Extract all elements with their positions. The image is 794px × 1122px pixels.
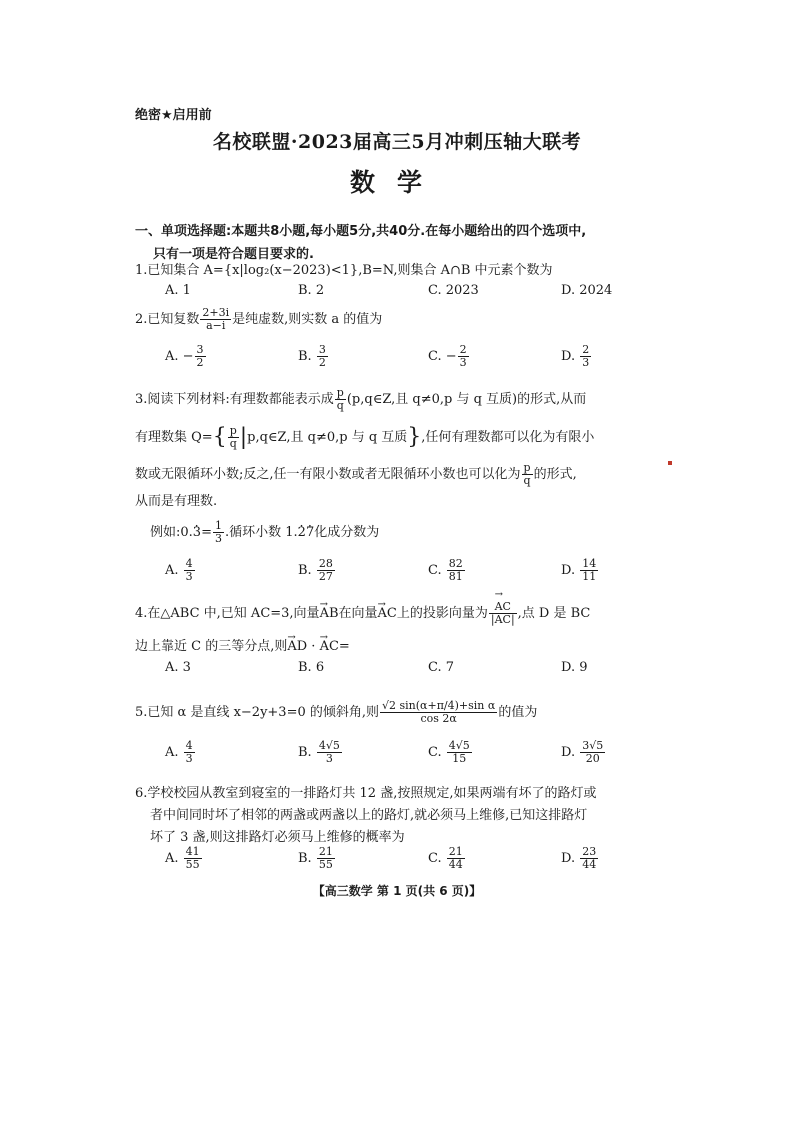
q5-option-c[interactable] [428,740,473,765]
question-4-line2 [135,637,350,657]
q2-text-post: 是纯虚数,则实数 a 的值为 [232,312,383,327]
exam-title: 名校联盟·2023届高三5月冲刺压轴大联考 [212,131,582,153]
q6-option-a-label: A. [165,851,183,866]
q3-option-d-label: D. [561,563,580,578]
q6-option-c-num: 21 [448,845,463,858]
q3-option-b[interactable] [298,558,336,583]
question-3-line5 [150,520,379,545]
q3-option-a-num: 4 [185,557,193,570]
q5-option-a-num: 4 [185,739,193,752]
q2-fraction-den: a−i [206,319,226,332]
q2-option-d-num: 2 [582,343,590,356]
q4-option-c[interactable]: C. 7 [428,660,455,675]
confidential-label: 绝密★启用前 [135,108,212,123]
q2-option-c-label: C. − [428,349,457,364]
q6-option-a-num: 41 [185,845,200,858]
q3-option-b-label: B. [298,563,316,578]
q3-l2-q: q [229,437,237,450]
q2-option-b-den: 2 [318,356,326,369]
q3-l1-q: q [336,399,344,412]
q5-fraction-num: √2 sin(α+π/4)+sin α [382,699,496,712]
q5-option-b[interactable] [298,740,343,765]
q5-option-d-num: 3√5 [582,739,604,752]
q4-l1-m1: 在向量 [338,606,378,621]
q3-option-a-label: A. [165,563,183,578]
q3-brace-close: } [407,424,422,450]
question-3-line2 [135,425,594,450]
q2-fraction [200,307,231,332]
q6-option-b[interactable] [298,846,336,871]
q6-option-d-num: 23 [582,845,597,858]
q3-l2-post: ,任何有理数都可以化为有限小 [421,430,595,445]
q4-vector-ad: → AD [287,639,307,654]
q4-frac-den: |AC| [490,613,515,626]
q6-option-c-den: 44 [448,858,463,871]
q4-option-d[interactable]: D. 9 [561,660,588,675]
q2-option-a-num: 3 [196,343,204,356]
q3-l2-pre: 有理数集 Q= [135,430,213,445]
q4-l1-post: ,点 D 是 BC [517,606,591,621]
q4-vector-ac: → AC [378,606,397,621]
q4-l1-m2: 上的投影向量为 [396,606,488,621]
q2-option-b-num: 3 [318,343,326,356]
question-4-options [165,660,665,694]
q5-fraction-den: cos 2α [420,712,457,725]
q3-l1-p: p [336,386,344,399]
q4-l2-post: = [338,639,350,654]
q3-l5-num: 1 [214,519,222,532]
q5-option-b-label: B. [298,745,316,760]
question-2-options [165,344,665,378]
q3-brace-open: { [212,424,227,450]
q3-option-a[interactable] [165,558,196,583]
q3-l5-d2: · 7 [306,525,314,540]
q5-option-d[interactable] [561,740,606,765]
question-2-stem [135,307,382,332]
q2-option-c-den: 3 [459,356,467,369]
q6-option-b-num: 21 [318,845,333,858]
q3-l5-d1: · 2 [298,525,306,540]
question-3-line3 [135,462,577,487]
subject-title: 数学 [349,168,444,197]
question-1-stem: 1.已知集合 A={x|log₂(x−2023)<1},B=N,则集合 A∩B 中元素个数为 [135,263,553,278]
q4-l2-dot: · [307,639,320,654]
q4-vector-ab: → AB [320,606,339,621]
q3-option-d-num: 14 [582,557,597,570]
q3-l5-eq: = [201,525,212,540]
q3-l2-p: p [229,424,237,437]
q4-option-b[interactable]: B. 6 [298,660,325,675]
q5-fraction [380,700,497,725]
q3-l5-post: 化成分数为 [314,525,380,540]
q5-option-c-den: 15 [452,752,467,765]
q3-l3-pre: 数或无限循环小数;反之,任一有限小数或者无限循环小数也可以化为 [135,467,521,482]
q1-option-d[interactable]: D. 2024 [561,283,613,298]
question-3-options [165,558,665,592]
q4-vector-ac-2: → AC [320,639,339,654]
q4-frac-num: → AC [495,600,511,613]
q5-option-d-label: D. [561,745,580,760]
q2-option-c[interactable] [428,344,470,369]
q3-l3-p: p [523,461,531,474]
q3-option-c-den: 81 [448,570,463,583]
q5-option-d-den: 20 [585,752,600,765]
question-3-line1 [135,387,586,412]
q6-option-d-label: D. [561,851,580,866]
q6-option-d[interactable] [561,846,599,871]
question-6-line2: 者中间同时坏了相邻的两盏或两盏以上的路灯,就必须马上维修,已知这排路灯 [150,808,588,823]
q6-option-d-den: 44 [582,858,597,871]
q2-option-b[interactable] [298,344,329,369]
q2-option-a[interactable] [165,344,207,369]
q2-option-a-label: A. − [165,349,194,364]
q3-option-c-label: C. [428,563,446,578]
q3-l5-mid: .循环小数 1. [224,525,298,540]
question-4-line1 [135,601,590,626]
q3-option-a-den: 3 [185,570,193,583]
q6-option-b-den: 55 [318,858,333,871]
q4-l2-pre: 边上靠近 C 的三等分点,则 [135,639,288,654]
q5-option-c-label: C. [428,745,446,760]
question-6-line1: 6.学校校园从教室到寝室的一排路灯共 12 盏,按照规定,如果两端有坏了的路灯或 [135,786,597,801]
q6-option-b-label: B. [298,851,316,866]
question-6-line3: 坏了 3 盏,则这排路灯必须马上维修的概率为 [150,830,405,845]
q6-option-c[interactable] [428,846,466,871]
q4-l1-pre: 4.在△ABC 中,已知 AC=3,向量 [135,606,320,621]
q3-l1-pre: 3.阅读下列材料:有理数都能表示成 [135,392,334,407]
section-heading [135,220,675,266]
question-5-options [165,740,665,774]
q4-option-a[interactable]: A. 3 [165,660,191,675]
q3-option-b-num: 28 [318,557,333,570]
q3-l1-post: (p,q∈Z,且 q≠0,p 与 q 互质)的形式,从而 [346,392,587,407]
q2-option-b-label: B. [298,349,316,364]
q3-option-c[interactable] [428,558,466,583]
question-6-options [165,846,665,880]
page-footer: 【高三数学 第 1 页(共 6 页)】 [312,884,482,898]
q3-l2-mid: p,q∈Z,且 q≠0,p 与 q 互质 [247,430,408,445]
q6-option-c-label: C. [428,851,446,866]
q5-option-b-num: 4√5 [318,739,340,752]
q2-option-d-den: 3 [582,356,590,369]
section-heading-line2: 只有一项是符合题目要求的. [153,247,314,262]
q3-l5-den: 3 [214,532,222,545]
q5-option-c-num: 4√5 [448,739,470,752]
q3-l5-repeat-digit: · 3 [193,525,201,540]
q3-l3-q: q [523,474,531,487]
q6-option-a-den: 55 [185,858,200,871]
margin-mark [668,461,672,465]
q3-l3-post: 的形式, [533,467,577,482]
q3-option-d-den: 11 [582,570,597,583]
q2-option-a-den: 2 [196,356,204,369]
question-5-stem [135,700,537,725]
q5-text-post: 的值为 [498,705,538,720]
q5-option-a[interactable] [165,740,196,765]
q1-option-c[interactable]: C. 2023 [428,283,479,298]
q2-option-d-label: D. [561,349,580,364]
q2-option-c-num: 2 [459,343,467,356]
q2-option-d[interactable] [561,344,592,369]
q3-bar: | [239,424,248,450]
q6-option-a[interactable] [165,846,203,871]
q3-l5-pre: 例如:0. [150,525,193,540]
section-heading-line1: 一、单项选择题:本题共8小题,每小题5分,共40分.在每小题给出的四个选项中, [135,224,587,239]
q3-option-b-den: 27 [318,570,333,583]
q2-fraction-num: 2+3i [202,306,230,319]
q3-option-d[interactable] [561,558,599,583]
q5-text-pre: 5.已知 α 是直线 x−2y+3=0 的倾斜角,则 [135,705,380,720]
q3-option-c-num: 82 [448,557,463,570]
q2-text-pre: 2.已知复数 [135,312,200,327]
q5-option-a-den: 3 [185,752,193,765]
q1-option-a[interactable]: A. 1 [165,283,191,298]
question-3-line4: 从而是有理数. [135,494,218,509]
q1-option-b[interactable]: B. 2 [298,283,325,298]
q5-option-b-den: 3 [325,752,333,765]
q5-option-a-label: A. [165,745,183,760]
